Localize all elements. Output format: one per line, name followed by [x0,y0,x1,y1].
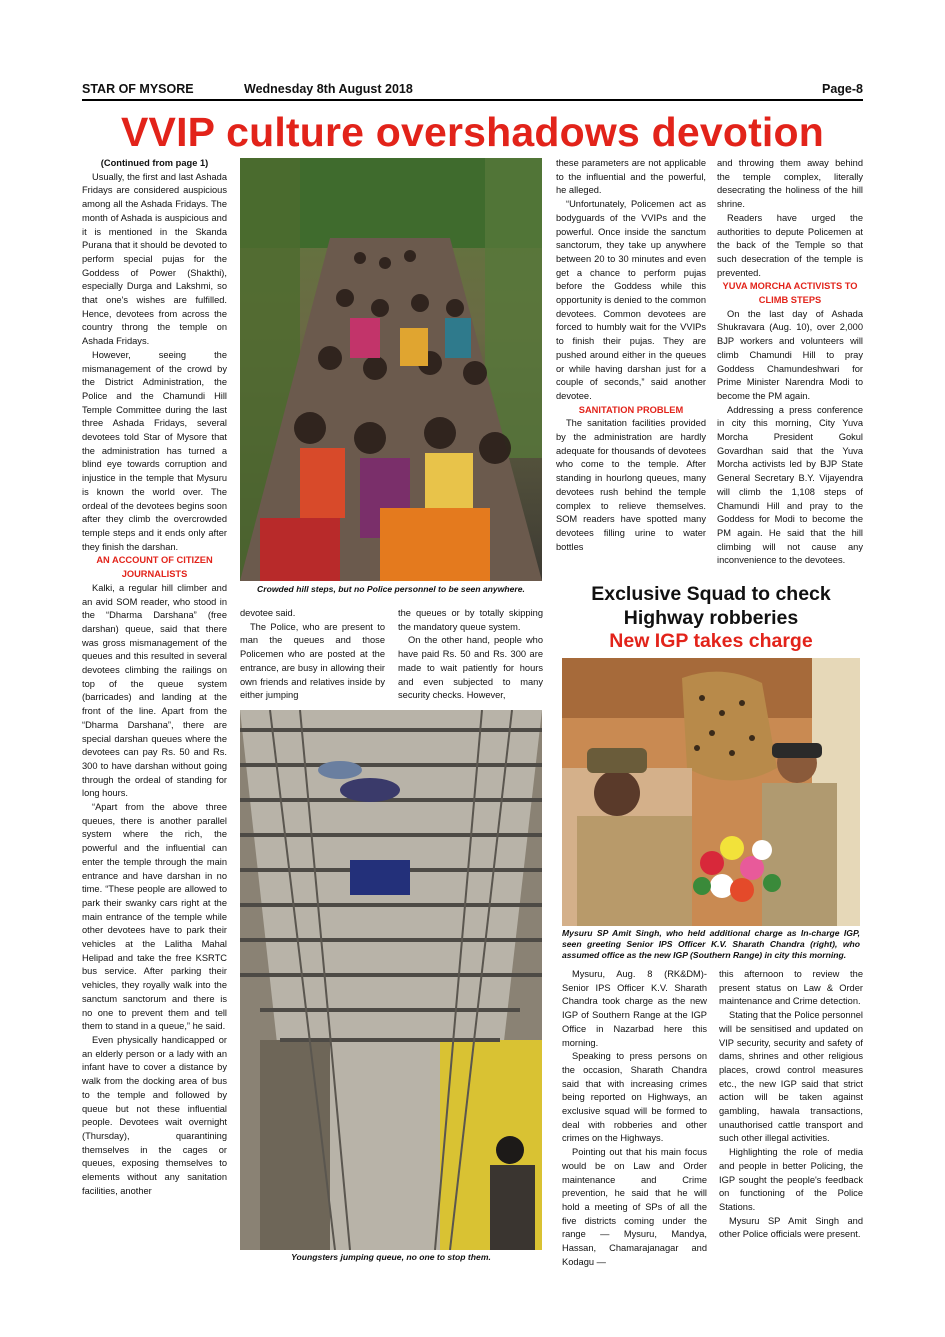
crowd-photo [240,158,542,581]
subheading: SANITATION PROBLEM [578,404,684,415]
paragraph: Stating that the Police personnel will be sensitised and updated on VIP security, security and safety of dams, shrines and other religious places, crowd control measures etc., the new IGP said that strict action will be taken against gambling, hawala transactions, unauthorised cattle transport and such other illegal activities. [719,1010,863,1144]
paragraph: Highlighting the role of media and people in better Policing, the IGP sought the people's feedback on functioning of the Police Stations. [719,1147,863,1212]
paragraph: the queues or by totally skipping the mandatory queue system. [398,608,543,632]
paragraph: these parameters are not applicable to the influential and the powerful, he alleged. [556,158,706,196]
continued-note: (Continued from page 1) [100,158,209,168]
article-column-4 [556,157,706,577]
paragraph: Mysuru, Aug. 8 (RK&DM)- Senior IPS Officer K.V. Sharath Chandra took charge as the new IGP of Southern Range at the IGP Office in Nazarbad here this morning. [562,969,707,1048]
header-rule [82,99,863,101]
paragraph: The Police, who are present to man the queues and those Policemen who are posted at the entrance, are busy in allowing their own friends and relatives inside by either jumping [240,621,385,701]
queue-cage-photo [240,710,542,1250]
igp-photo-caption: Mysuru SP Amit Singh, who held additional charge as In-charge IGP, seen greeting Senior IPS Officer K.V. Sharath Chandra (right), who assumed office as the new IGP (Southern Range) in city this morning. [562,928,860,960]
paper-name: STAR OF MYSORE [82,82,194,96]
photo-caption: Crowded hill steps, but no Police personnel to be seen anywhere. [257,584,525,594]
paragraph: Readers have urged the authorities to depute Policemen at the back of the Temple so that such desecration of the temple is prevented. [717,212,863,278]
paragraph: The sanitation facilities provided by the administration are hardly adequate for thousands of devotees who come to the temple. After standing in hourlong queues, many devotees rush behind the temple complex to relieve themselves. SOM readers have spotted many devotees filling urine to water bottles [556,418,706,552]
headline: VVIP culture overshadows devotion [120,109,825,155]
paragraph: Kalki, a regular hill climber and an avid SOM reader, who stood in the “Dharma Darshana” (free darshan) queue, said that there was gross mismanagement of the queues and this resulted in several devotees climbing the railings on top of the queue system (barricades) and landing at the front of the line. Apart from the “Dharma Darshana”, there are special darshan queues where the devotees can pay Rs. 50 and Rs. 300 to have darshan without going through the ordeal of standing for long hours. [82,582,227,799]
photo-caption: Youngsters jumping queue, no one to stop them. [291,1252,491,1262]
subheading: AN ACCOUNT OF CITIZEN JOURNALISTS [96,555,213,580]
article-column-2 [240,607,385,703]
article-column-5 [717,157,863,577]
igp-headline-2: Highway robberies [623,607,799,629]
igp-headline-3: New IGP takes charge [609,630,813,652]
paragraph: On the last day of Ashada Shukravara (Aug. 10), over 2,000 BJP workers and volunteers will climb Chamundi Hill to pray Goddess Chamundeshwari for Prime Minister Narendra Modi to become the PM again. [717,308,863,401]
issue-date: Wednesday 8th August 2018 [244,82,413,96]
paragraph: Mysuru SP Amit Singh and other Police officials were present. [719,1215,863,1240]
igp-column-1 [562,968,707,1268]
paragraph: “Apart from the above three queues, there is another parallel system where the rich, the powerful and the influential can enter the temple through the main entrance and have darshan in no time. “These people are allowed to park their swanky cars right at the main entrance of the temple while other devotees have to park their vehicles at the Lalitha Mahal Helipad and take the free KSRTC bus service. After parking their vehicles, they royally walk into the sanctum sanctorum and there is no one to prevent them and tell them to stand in a queue,” he said. [82,802,227,1032]
igp-column-2 [719,968,863,1268]
paragraph: Pointing out that his main focus would be on Law and Order maintenance and Crime prevention, he said that he will hold a meeting of SPs of all the five districts coming under the range — Mysuru, Mandya, Hassan, Chamarajanagar and Kodagu — [562,1147,707,1267]
paragraph: Addressing a press conference in city this morning, City Yuva Morcha President Gokul Govardhan said that the Yuva Morcha activists led by BJP State General Secretary B.Y. Vijayendra will climb the 1,108 steps of Chamundi Hill and pray to the Goddess for Modi to become the PM again. He said that the hill climbing will not cause any inconvenience to the devotees. [717,404,863,566]
article-column-3 [398,607,543,703]
paragraph: Even physically handicapped or an elderly person or a lady with an infant have to cover a distance by walk from the docking area of bus to the temple and followed by queue but not these influential people. Devotees wait overnight (Thursday), quarantining themselves in the cages or queues, exposing themselves to elements without any sanitation facilities, another [82,1035,227,1196]
paragraph: devotee said. [240,608,296,618]
igp-headline-1: Exclusive Squad to check [591,583,831,605]
article-column-1 [82,157,227,1269]
paragraph: “Unfortunately, Policemen act as bodyguards of the VVIPs and the powerful. Once inside the sanctum sanctorum, they take up anywhere between 20 to 30 minutes and even get a chance to perform pujas before the Goddess while this opportunity is denied to the common devotees. Common devotees are forced to humbly wait for the VVIPs to finish their pujas. They are pushed around either in the queues or while having darshan just for a couple of seconds,” said another devotee. [556,199,706,401]
paragraph: this afternoon to review the present status on Law & Order maintenance and Crime detection. [719,969,863,1007]
page-number: Page-8 [822,82,863,96]
paragraph: and throwing them away behind the temple complex, literally desecrating the holiness of the hill shrine. [717,158,863,210]
subheading: YUVA MORCHA ACTIVISTS TO CLIMB STEPS [722,281,858,306]
paragraph: On the other hand, people who have paid Rs. 50 and Rs. 300 are made to wait patiently for hours and even subjected to many security checks. However, [398,635,543,701]
paragraph: Usually, the first and last Ashada Fridays are considered auspicious among all the Ashada Fridays. The month of Ashada is auspicious and it is mentioned in the Skanda Purana that it should be devoted to perform special pujas for the Goddess of Power (Shakthi), especially Durga and Lakshmi, so that one's wishes are fulfilled. Hence, devotees from across the country throng the temple on Ashada Fridays. [82,171,227,347]
paragraph: However, seeing the mismanagement of the crowd by the District Administration, the Police and the Chamundi Hill Temple Committee during the last three Ashada Fridays, several devotees told Star of Mysore that the administration has turned a blind eye towards corruption and injustice in the temple that Mysuru is known the world over. The ordeal of the devotees begins soon after they climb the overcrowded temple steps and it ends only after they finish the darshan. [82,349,227,552]
paragraph: Speaking to press persons on the occasion, Sharath Chandra said that with increasing crimes being reported on Highways, an exclusive squad will be formed to deal with robberies and other crimes on the Highways. [562,1051,707,1144]
igp-photo [562,658,860,926]
